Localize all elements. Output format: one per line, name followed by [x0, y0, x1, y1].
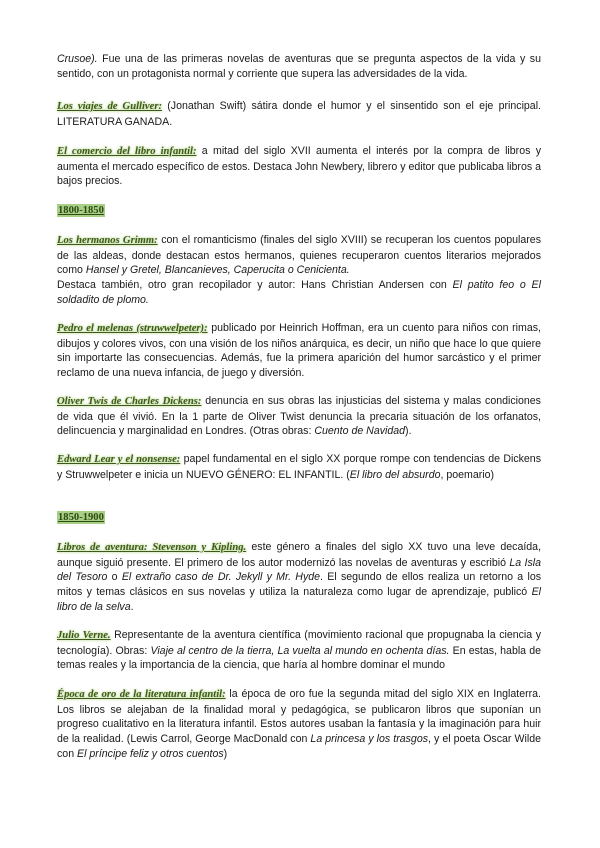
aventura-mid1: o [107, 571, 122, 584]
oro-heading: Época de oro de la literatura infantil: [57, 689, 226, 700]
paragraph-gulliver [57, 99, 541, 129]
section-year-1800-1850: 1800-1850 [58, 205, 104, 216]
grimm-text2: Destaca también, otro gran recopilador y autor: Hans Christian Andersen con [57, 279, 453, 292]
oliver-text: denuncia en sus obras las injusticias del sistema y malas condiciones de vida que él vivió. En la 1 parte de Oliver Twist denuncia la precaria situación de los orfanatos, delincuencia y marginalidad en Londres. (Otras obras: [57, 395, 541, 438]
aventura-work-jekyll: El extraño caso de Dr. Jekyll y Mr. Hyde [121, 571, 321, 584]
grimm-text: con el romanticismo (finales del siglo XVIII) se recuperan los cuentos populares de las aldeas, donde destacan estos hermanos, quienes recuperaron cuentos literarios mejorados como [57, 234, 541, 277]
paragraph-crusoe [57, 52, 541, 81]
aventura-heading: Libros de aventura: Stevenson y Kipling. [57, 542, 247, 553]
pedro-text: publicado por Heinrich Hoffman, era un cuento para niños con rimas, dibujos y colores vivos, con una visión de los niños anárquica, es decir, un niño que hace lo que quiere sin importarte las consecuencias. Además, fue la primera aparición del humor sarcástico y el primer reclamo de una nueva infancia, de juego y diversión. [57, 322, 541, 380]
aventura-tail: . [130, 600, 134, 613]
oro-tail: ) [223, 747, 228, 760]
crusoe-text: Fue una de las primeras novelas de aventuras que se pregunta aspectos de la vida y su sentido, con un protagonista normal y corriente que supera las adversidades de la vida. [57, 53, 541, 80]
aventura-mid2: . El segundo de ellos realiza un retorno a los mitos y temas clásicos en sus novelas y utiliza la naturaleza como lugar de aprendizaje, publicó [57, 571, 542, 599]
oliver-work: Cuento de Navidad [314, 425, 406, 438]
oro-work-princesa: La princesa y los trasgos [310, 733, 429, 746]
aventura-work-selva: El libro de la selva [57, 586, 541, 613]
paragraph-edward-lear [57, 452, 541, 482]
paragraph-epoca-oro [57, 687, 541, 762]
comercio-heading: El comercio del libro infantil: [57, 146, 197, 157]
pedro-heading: Pedro el melenas (struwwelpeter): [57, 323, 208, 334]
andersen-works: El patito feo o El soldadito de plomo. [57, 279, 541, 306]
verne-text: Representante de la aventura científica (movimiento racional que propugnaba la ciencia y tecnología). Obras: [57, 629, 542, 657]
gulliver-text: (Jonathan Swift) sátira donde el humor y el sinsentido son el eje principal. LITERATURA GANADA. [57, 100, 541, 128]
oliver-heading: Oliver Twis de Charles Dickens: [57, 396, 202, 407]
gulliver-heading: Los viajes de Gulliver: [57, 101, 162, 112]
lear-text: papel fundamental en el siglo XX porque rompe con tendencias de Dickens y Struwwelpeter e inicia un NUEVO GÉNERO: EL INFANTIL. ( [57, 453, 541, 481]
oro-mid: , y el poeta Oscar Wilde con [57, 733, 541, 760]
grimm-heading: Los hermanos Grimm: [57, 235, 158, 246]
paragraph-comercio [57, 144, 541, 189]
section-year-1850-1900: 1850-1900 [58, 512, 104, 523]
verne-tail: En estas, habla de temas reales y la importancia de la ciencia, que haría al hombre dominar el mundo [57, 644, 542, 672]
oro-work-principe: El príncipe feliz y otros cuentos [77, 747, 224, 760]
grimm-tales: Hansel y Gretel, Blancanieves, Caperucita o Cenicienta. [85, 264, 350, 277]
paragraph-pedro-melenas [57, 321, 541, 381]
lear-work: El libro del absurdo [349, 468, 441, 481]
paragraph-oliver-twist [57, 394, 541, 439]
verne-heading: Julio Verne. [57, 630, 111, 641]
paragraph-grimm [57, 233, 541, 308]
oliver-tail: ). [405, 425, 412, 438]
paragraph-libros-aventura [57, 540, 541, 615]
paragraph-julio-verne [57, 628, 541, 673]
lear-tail: , poemario) [440, 468, 495, 481]
aventura-text: este género a finales del siglo XX tuvo una leve decaída, aunque siguió presente. El primero de los autor modernizó las novelas de aventuras y escribió [57, 541, 542, 569]
oro-text: la época de oro fue la segunda mitad del siglo XIX en Inglaterra. Los libros se alejaban de la finalidad moral y pedagógica, se publicaron libros que suponían un progreso cualitativo en la literatura infantil. Estos autores usaban la fantasía y la imaginación para huir de la realidad. (Lewis Carrol, George MacDonald con [57, 688, 541, 746]
comercio-text: a mitad del siglo XVII aumenta el interés por la compra de libros y aumenta el mercado específico de estos. Destaca John Newbery, librero y editor que publicaba libros a bajos precios. [57, 145, 541, 188]
crusoe-italic: Crusoe). [57, 53, 98, 65]
verne-works: Viaje al centro de la tierra, La vuelta al mundo en ochenta días. [150, 644, 450, 657]
aventura-work-isla: La Isla del Tesoro [57, 556, 541, 584]
lear-heading: Edward Lear y el nonsense: [57, 454, 181, 465]
